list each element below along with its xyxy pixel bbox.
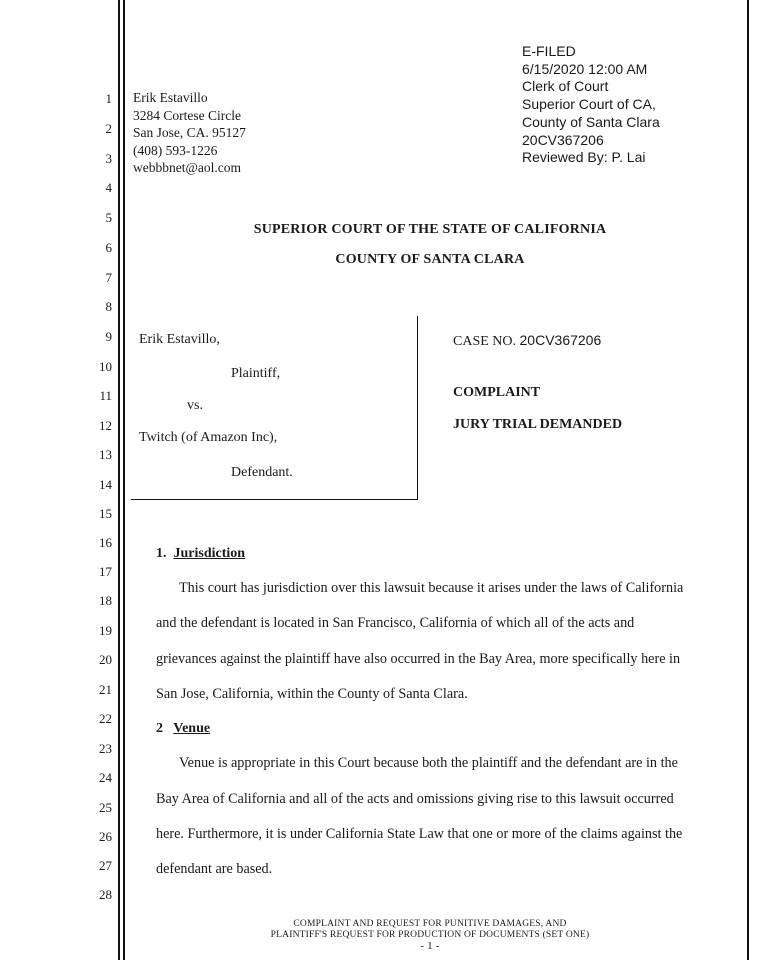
left-margin-rule-outer bbox=[118, 0, 120, 960]
section-1-title: Jurisdiction bbox=[173, 546, 246, 561]
line-number: 7 bbox=[105, 270, 112, 285]
section-2-heading bbox=[156, 721, 210, 737]
line-number: 19 bbox=[99, 623, 112, 638]
court-name: SUPERIOR COURT OF THE STATE OF CALIFORNIA bbox=[253, 222, 607, 237]
page-number: - 1 - bbox=[420, 940, 440, 952]
section-2-paragraph-line: Bay Area of California and all of the acts and omissions giving rise to this lawsuit occurred bbox=[156, 791, 674, 807]
section-2-paragraph-line: here. Furthermore, it is under California State Law that one or more of the claims against the bbox=[156, 826, 683, 842]
sender-email: webbbnet@aol.com bbox=[133, 160, 242, 176]
section-1-number: 1. bbox=[156, 546, 167, 561]
section-2-paragraph-line: defendant are based. bbox=[156, 861, 273, 877]
line-number: 2 bbox=[105, 121, 112, 136]
section-2-title: Venue bbox=[173, 721, 211, 736]
sender-phone: (408) 593-1226 bbox=[133, 142, 218, 158]
line-number: 25 bbox=[99, 800, 112, 815]
line-number: 20 bbox=[99, 652, 112, 667]
line-number: 12 bbox=[99, 418, 112, 433]
line-number: 10 bbox=[99, 359, 112, 374]
line-number: 9 bbox=[105, 329, 112, 344]
sender-name: Erik Estavillo bbox=[133, 90, 208, 105]
line-number: 27 bbox=[99, 858, 112, 873]
versus-label: vs. bbox=[187, 398, 203, 413]
efiled-date: 6/15/2020 12:00 AM bbox=[522, 60, 648, 77]
section-1-paragraph-line: and the defendant is located in San Francisco, California of which all of the acts and bbox=[156, 615, 635, 631]
plaintiff-name: Erik Estavillo, bbox=[139, 332, 220, 347]
section-1-paragraph-line: grievances against the plaintiff have also occurred in the Bay Area, more specifically here in bbox=[156, 651, 681, 667]
section-1-heading bbox=[156, 546, 245, 562]
section-2-number: 2 bbox=[156, 721, 163, 736]
defendant-role: Defendant. bbox=[231, 465, 293, 480]
efiled-county: County of Santa Clara bbox=[522, 113, 660, 130]
line-number: 5 bbox=[105, 210, 112, 225]
efiled-case-number: 20CV367206 bbox=[522, 131, 604, 148]
efiled-reviewer: Reviewed By: P. Lai bbox=[522, 149, 646, 166]
line-number: 8 bbox=[105, 299, 112, 314]
case-number: 20CV367206 bbox=[519, 332, 602, 348]
left-margin-rule-inner bbox=[123, 0, 125, 960]
line-number: 23 bbox=[99, 741, 112, 756]
footer-title-line-2: PLAINTIFF'S REQUEST FOR PRODUCTION OF DOCUMENTS (SET ONE) bbox=[270, 930, 590, 940]
line-number: 17 bbox=[99, 564, 112, 579]
line-number: 24 bbox=[99, 770, 112, 785]
section-1-paragraph-line: San Jose, California, within the County of Santa Clara. bbox=[156, 686, 468, 702]
efiled-label: E-FILED bbox=[522, 43, 576, 59]
sender-city: San Jose, CA. 95127 bbox=[133, 125, 246, 141]
line-number: 1 bbox=[105, 91, 112, 106]
case-number-line bbox=[453, 332, 601, 350]
line-number: 22 bbox=[99, 711, 112, 726]
efiled-stamp bbox=[522, 43, 660, 167]
jury-trial-demand: JURY TRIAL DEMANDED bbox=[453, 417, 623, 432]
sender-street: 3284 Cortese Circle bbox=[133, 107, 241, 123]
line-number: 14 bbox=[99, 477, 112, 492]
case-number-label: CASE NO. bbox=[453, 334, 517, 349]
line-number: 18 bbox=[99, 593, 112, 608]
right-margin-rule bbox=[747, 0, 749, 960]
line-number: 6 bbox=[105, 240, 112, 255]
defendant-name: Twitch (of Amazon Inc), bbox=[139, 430, 278, 445]
court-county: COUNTY OF SANTA CLARA bbox=[335, 252, 525, 267]
line-number: 26 bbox=[99, 829, 112, 844]
section-2-paragraph-line: Venue is appropriate in this Court because both the plaintiff and the defendant are in the bbox=[179, 755, 678, 771]
line-number: 28 bbox=[99, 887, 112, 902]
section-1-paragraph-line: This court has jurisdiction over this lawsuit because it arises under the laws of California bbox=[179, 580, 684, 596]
efiled-clerk: Clerk of Court bbox=[522, 78, 609, 95]
document-title: COMPLAINT bbox=[453, 385, 541, 400]
line-number: 13 bbox=[99, 447, 112, 462]
footer bbox=[200, 919, 660, 952]
footer-title-line-1: COMPLAINT AND REQUEST FOR PUNITIVE DAMAGES, AND bbox=[293, 919, 567, 929]
efiled-court: Superior Court of CA, bbox=[522, 96, 656, 113]
line-number: 11 bbox=[99, 388, 112, 403]
line-number: 15 bbox=[99, 506, 112, 521]
plaintiff-role: Plaintiff, bbox=[231, 366, 281, 381]
sender-address-block bbox=[133, 89, 246, 177]
line-number: 4 bbox=[105, 180, 112, 195]
line-number: 21 bbox=[99, 682, 112, 697]
line-number: 3 bbox=[105, 151, 112, 166]
line-number: 16 bbox=[99, 535, 112, 550]
